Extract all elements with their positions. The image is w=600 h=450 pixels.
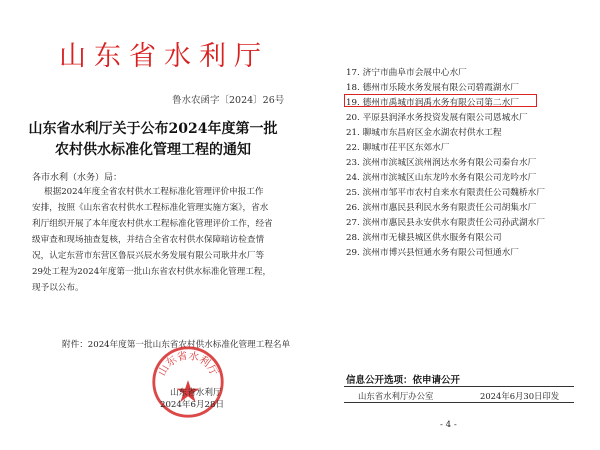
recipient: 各市水利（水务）局： [32, 173, 123, 183]
body-line: 现予以公布。 [32, 283, 84, 293]
page-number: - 4 - [440, 420, 457, 430]
body-line: 利厅组织开展了本年度农村供水工程标准化管理评价工作，经省 [32, 219, 273, 229]
attachment-note: 附件：2024年度第一批山东省农村供水标准化管理工程名单 [62, 340, 291, 350]
body-line: 根据2024年度全省农村供水工程标准化管理评价申报工作 [44, 187, 264, 197]
signature-date: 2024年6月28日 [160, 400, 225, 410]
list-item: 22. 聊城市茌平区东郊水厂 [346, 143, 450, 153]
list-item: 24. 滨州市滨城区山东龙吟水务有限公司龙吟水厂 [346, 173, 537, 183]
list-item: 23. 滨州市滨城区滨州润达水务有限公司秦台水厂 [346, 158, 537, 168]
list-item: 28. 滨州市无棣县城区供水服务有限公司 [346, 233, 502, 243]
list-item: 20. 平原县润泽水务投资发展有限公司恩城水厂 [346, 113, 528, 123]
list-item: 18. 德州市乐陵水务发展有限公司碧霞湖水厂 [346, 83, 519, 93]
letterhead: 山东省水利厅 [59, 41, 269, 72]
list-item: 27. 滨州市惠民县永安供水有限责任公司孙武湖水厂 [346, 218, 546, 228]
list-item: 25. 滨州市邹平市农村自来水有限责任公司魏桥水厂 [346, 188, 546, 198]
list-item-highlighted: 19. 德州市禹城市润禹水务有限公司第二水厂 [346, 98, 519, 108]
divider [344, 386, 574, 387]
issue-date: 2024年6月30日印发 [480, 391, 560, 401]
list-item: 29. 滨州市博兴县恒通水务有限公司恒通水厂 [346, 248, 519, 258]
disclosure-option: 信息公开选项：依申请公开 [346, 375, 461, 386]
divider [344, 402, 574, 403]
list-item: 21. 聊城市东昌府区金水湖农村供水工程 [346, 128, 502, 138]
issuing-office: 山东省水利厅办公室 [358, 391, 434, 401]
body-line: 29处工程为2024年度第一批山东省农村供水标准化管理工程， [32, 267, 272, 277]
signature-organization: 山东省水利厅 [170, 388, 222, 398]
list-item: 17. 济宁市曲阜市会展中心水厂 [346, 68, 467, 78]
attachment-page-right [300, 0, 600, 450]
body-line: 况，认定东营市东营区鲁辰兴辰水务发展有限公司耿井水厂等 [32, 251, 265, 261]
notice-title-line-2: 农村供水标准化管理工程的通知 [55, 142, 251, 158]
body-line: 安排，按照《山东省农村供水工程标准化管理实施方案》，省水 [32, 203, 269, 213]
svg-text:山东省水利厅: 山东省水利厅 [155, 349, 221, 378]
notice-title-line-1: 山东省水利厅关于公布2024年度第一批 [28, 121, 278, 137]
document-number: 鲁水农函字〔2024〕26号 [172, 95, 285, 106]
list-item: 26. 滨州市惠民县利民水务有限责任公司胡集水厂 [346, 203, 537, 213]
body-line: 级审查和现场抽查复核，并结合全省农村供水保障暗访检查情 [32, 235, 265, 245]
